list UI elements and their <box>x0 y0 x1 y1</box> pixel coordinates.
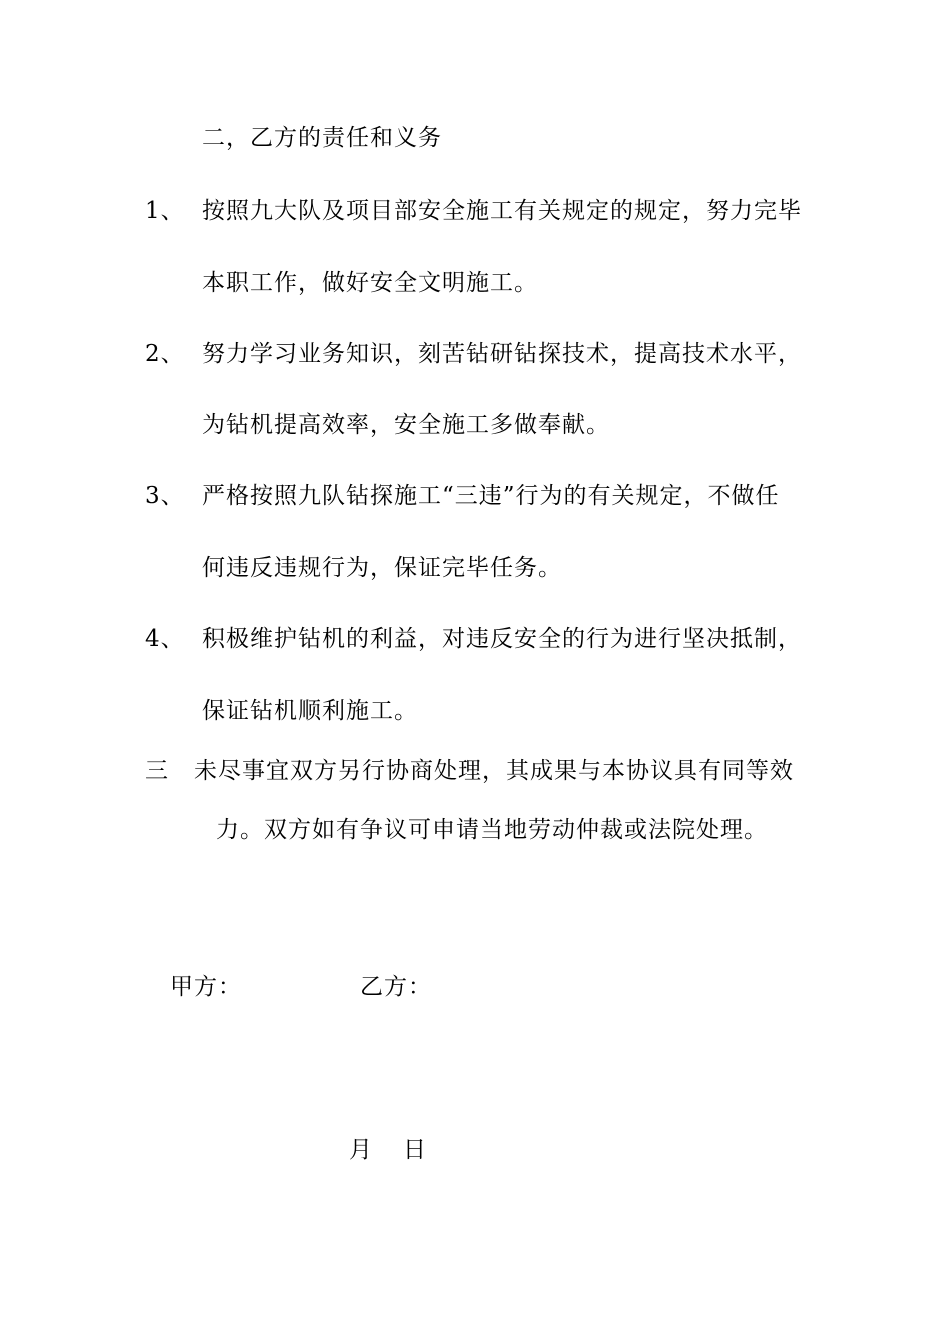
item-number: 2、 <box>145 341 185 367</box>
item-number: 1、 <box>145 198 185 224</box>
section-two-heading: 二，乙方的责任和义务 <box>202 125 442 151</box>
item-text-line1: 严格按照九队钻探施工“三违”行为的有关规定，不做任 <box>202 483 780 509</box>
section-three-line2: 力。双方如有争议可申请当地劳动仲裁或法院处理。 <box>216 817 768 843</box>
party-b-label: 乙方： <box>360 974 432 1000</box>
item-text-line2: 保证钻机顺利施工。 <box>202 698 418 724</box>
item-text-line1: 努力学习业务知识，刻苦钻研钻探技术，提高技术水平， <box>202 341 802 367</box>
item-text-line2: 何违反违规行为，保证完毕任务。 <box>202 555 562 581</box>
date-month-label: 月 <box>349 1137 373 1163</box>
item-text-line2: 本职工作，做好安全文明施工。 <box>202 270 538 296</box>
item-text-line1: 按照九大队及项目部安全施工有关规定的规定，努力完毕 <box>202 198 802 224</box>
party-a-label: 甲方： <box>170 974 242 1000</box>
date-day-label: 日 <box>403 1137 427 1163</box>
item-number: 3、 <box>145 483 185 509</box>
item-text-line1: 积极维护钻机的利益，对违反安全的行为进行坚决抵制， <box>202 626 802 652</box>
section-three-number: 三 <box>145 758 169 784</box>
item-text-line2: 为钻机提高效率，安全施工多做奉献。 <box>202 412 610 438</box>
item-number: 4、 <box>145 626 185 652</box>
section-three-line1: 未尽事宜双方另行协商处理，其成果与本协议具有同等效 <box>194 758 794 784</box>
